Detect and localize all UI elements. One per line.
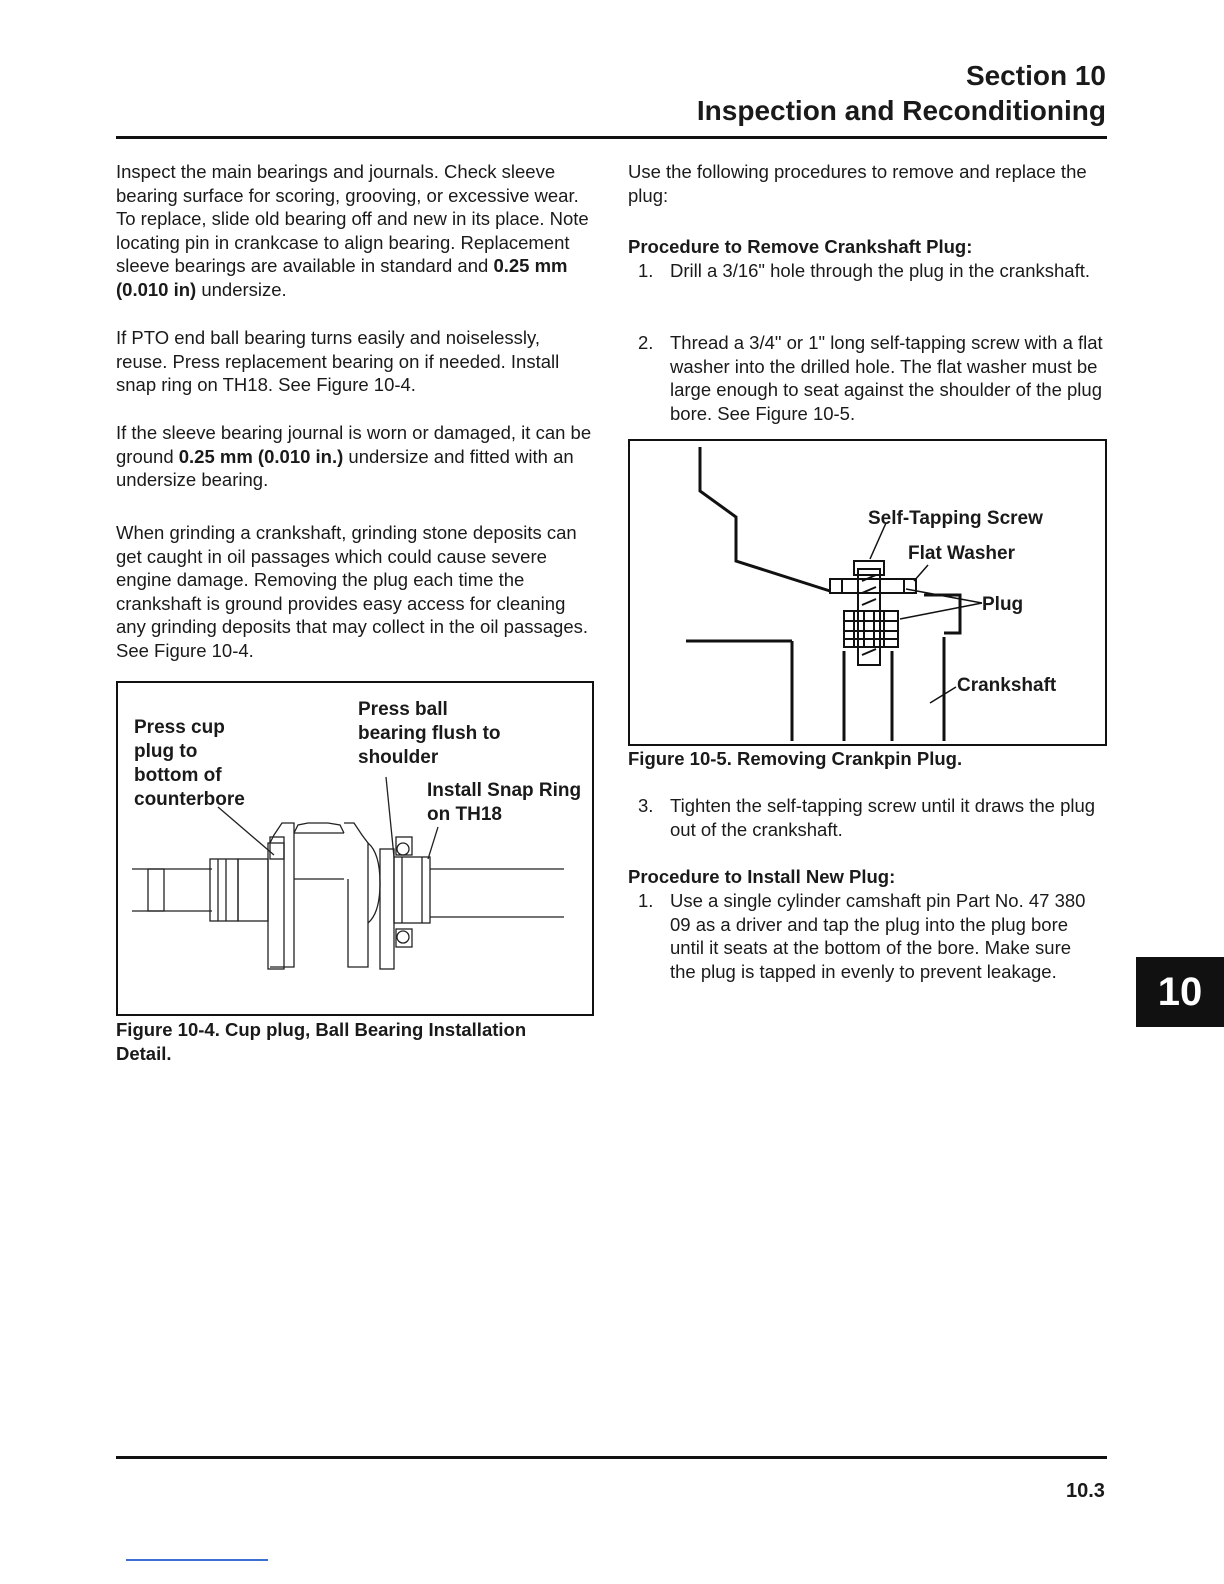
remove-step-2 bbox=[628, 331, 1112, 427]
figure-10-4 bbox=[116, 681, 594, 1016]
figure-10-4-caption-line1: Figure 10-4. Cup plug, Ball Bearing Installation bbox=[116, 1019, 527, 1040]
figure-10-4-caption-line2: Detail. bbox=[116, 1043, 172, 1064]
label-press-ball-line1: Press ball bbox=[358, 699, 448, 720]
step-text: Tighten the self-tapping screw until it draws the plug out of the crankshaft. bbox=[670, 795, 1096, 840]
paragraph-pto-bearing: If PTO end ball bearing turns easily and noiselessly, reuse. Press replacement bearing on if needed. Install snap ring on TH18. See Figure 10-4. bbox=[116, 327, 560, 396]
label-snap-ring-line2: on TH18 bbox=[427, 804, 502, 825]
footer-rule bbox=[116, 1456, 1107, 1459]
section-tab: 10 bbox=[1136, 957, 1224, 1027]
label-plug: Plug bbox=[982, 594, 1024, 615]
remove-step-3 bbox=[628, 794, 1112, 842]
step-number: 3. bbox=[638, 795, 654, 816]
label-crankshaft: Crankshaft bbox=[957, 675, 1057, 696]
step-number: 2. bbox=[638, 332, 654, 353]
remove-step-1 bbox=[628, 259, 1112, 307]
paragraph-bearings: Inspect the main bearings and journals. Check sleeve bearing surface for scoring, grooving, or excessive wear. To replace, slide old bearing off and new in its place. Note locating pin in crankcase to align bearing. Replacement sleeve bearings are available in standard and 0.25 mm (0.010 in) undersize. bbox=[116, 161, 589, 300]
step-text: Use a single cylinder camshaft pin Part No. 47 380 09 as a driver and tap the plug into the plug bore until it seats at the bottom of the bore. Make sure the plug is tapped in evenly to prevent leakage. bbox=[670, 890, 1086, 982]
paragraph-journal: If the sleeve bearing journal is worn or damaged, it can be ground 0.25 mm (0.010 in.) undersize and fitted with an undersize bearing. bbox=[116, 422, 592, 491]
section-title: Inspection and Reconditioning bbox=[696, 95, 1106, 126]
crankpin-plug-diagram bbox=[630, 441, 1105, 744]
label-press-cup-line4: counterbore bbox=[134, 789, 245, 810]
figure-10-5 bbox=[628, 439, 1107, 746]
install-step-1 bbox=[628, 889, 1112, 1009]
paragraph-intro: Use the following procedures to remove and replace the plug: bbox=[628, 161, 1087, 206]
label-press-cup-line3: bottom of bbox=[134, 765, 222, 786]
label-self-tapping-screw: Self-Tapping Screw bbox=[868, 508, 1043, 529]
scan-edge-line bbox=[126, 1559, 268, 1561]
section-number: Section 10 bbox=[965, 60, 1106, 91]
step-number: 1. bbox=[638, 890, 654, 911]
label-press-ball-line2: bearing flush to bbox=[358, 723, 501, 744]
page-number: 10.3 bbox=[1066, 1480, 1105, 1502]
step-text: Thread a 3/4" or 1" long self-tapping screw with a flat washer into the drilled hole. The flat washer must be large enough to seat against the shoulder of the plug bore. See Figure 10-5. bbox=[670, 332, 1103, 424]
label-press-ball-line3: shoulder bbox=[358, 747, 439, 768]
step-text: Drill a 3/16" hole through the plug in the crankshaft. bbox=[670, 260, 1090, 281]
remove-procedure-heading: Procedure to Remove Crankshaft Plug: bbox=[628, 236, 973, 257]
label-flat-washer: Flat Washer bbox=[908, 543, 1015, 564]
label-press-cup-line1: Press cup bbox=[134, 717, 225, 738]
figure-10-5-caption: Figure 10-5. Removing Crankpin Plug. bbox=[628, 748, 963, 769]
install-procedure-heading: Procedure to Install New Plug: bbox=[628, 866, 896, 887]
label-snap-ring-line1: Install Snap Ring bbox=[427, 780, 582, 801]
paragraph-grinding: When grinding a crankshaft, grinding stone deposits can get caught in oil passages which could cause severe engine damage. Removing the plug each time the crankshaft is ground provides easy access for cleaning any grinding deposits that may collect in the oil passages. See Figure 10-4. bbox=[116, 522, 589, 661]
header-rule bbox=[116, 136, 1107, 139]
step-number: 1. bbox=[638, 260, 654, 281]
label-press-cup-line2: plug to bbox=[134, 741, 198, 762]
